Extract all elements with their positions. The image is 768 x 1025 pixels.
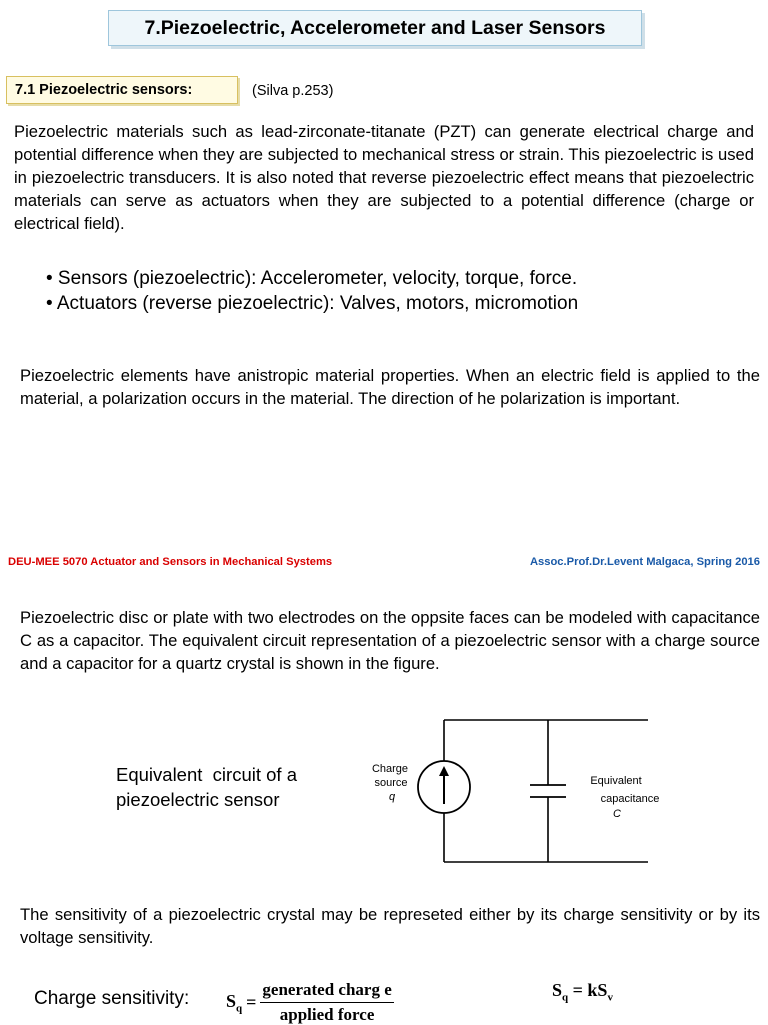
sensitivity-paragraph: The sensitivity of a piezoelectric crystal may be represeted either by its charge sensitivity or by its voltage sensitivity. xyxy=(20,905,760,947)
slide-title xyxy=(108,10,642,46)
source-label-line-1: Charge xyxy=(371,763,409,775)
section-reference: (Silva p.253) xyxy=(252,83,334,99)
sensitivity-fraction xyxy=(260,980,393,1025)
source-label-line-3: q xyxy=(388,791,396,803)
capacitor-label-line-1: Equivalent xyxy=(590,775,642,787)
source-label-line-2: source xyxy=(374,777,408,789)
footer-author: Assoc.Prof.Dr.Levent Malgaca, Spring 2016 xyxy=(529,556,760,568)
circuit-paragraph: Piezoelectric disc or plate with two electrodes on the oppsite faces can be modeled with capacitance C as a capacitor. The equivalent circuit representation of a piezoelectric sensor with a charge source and a capacitor for a quartz crystal is shown in the figure. xyxy=(20,608,760,673)
section-heading xyxy=(6,76,238,104)
equation-lhs: $S_q$ xyxy=(226,990,243,1015)
intro-paragraph: Piezoelectric materials such as lead-zirconate-titanate (PZT) can generate electrical charge and potential difference when they are subjected to mechanical stress or strain. This piezoelectric is used in piezoelectric transducers. It is also noted that reverse piezoelectric effect means that piezoelectric materials can serve as actuators when they are subjected to a potential difference (charge or electrical field). xyxy=(14,122,754,233)
footer-course: DEU-MEE 5070 Actuator and Sensors in Mechanical Systems xyxy=(8,556,333,568)
bullet-sensors: • Sensors (piezoelectric): Accelerometer, velocity, torque, force. xyxy=(46,268,578,289)
figure-caption-line-2: piezoelectric sensor xyxy=(116,789,280,810)
charge-sensitivity-equation xyxy=(226,980,394,1025)
charge-voltage-relation: $S_q = kS_v$ xyxy=(552,980,613,1004)
fraction-numerator: generated charg e xyxy=(260,980,393,1003)
capacitor-label-line-2: capacitance xyxy=(600,793,660,805)
equivalent-circuit-diagram xyxy=(360,712,690,868)
polarization-paragraph: Piezoelectric elements have anistropic material properties. When an electric field is applied to the material, a polarization occurs in the material. The direction of he polarization is important. xyxy=(20,366,760,408)
figure-caption xyxy=(116,762,297,812)
figure-caption-line-1: Equivalent circuit of a xyxy=(116,764,297,785)
equals-sign: = xyxy=(246,992,257,1012)
application-bullets xyxy=(46,266,578,316)
capacitor-label-line-3: C xyxy=(613,808,621,820)
fraction-denominator: applied force xyxy=(279,1005,375,1024)
section-heading-text: 7.1 Piezoelectric sensors: xyxy=(15,82,193,98)
bullet-actuators: • Actuators (reverse piezoelectric): Valves, motors, micromotion xyxy=(46,293,579,314)
charge-source-arrow-head xyxy=(439,766,449,776)
charge-sensitivity-label: Charge sensitivity: xyxy=(34,988,190,1009)
slide-title-text: 7.Piezoelectric, Accelerometer and Laser Sensors xyxy=(144,16,606,39)
